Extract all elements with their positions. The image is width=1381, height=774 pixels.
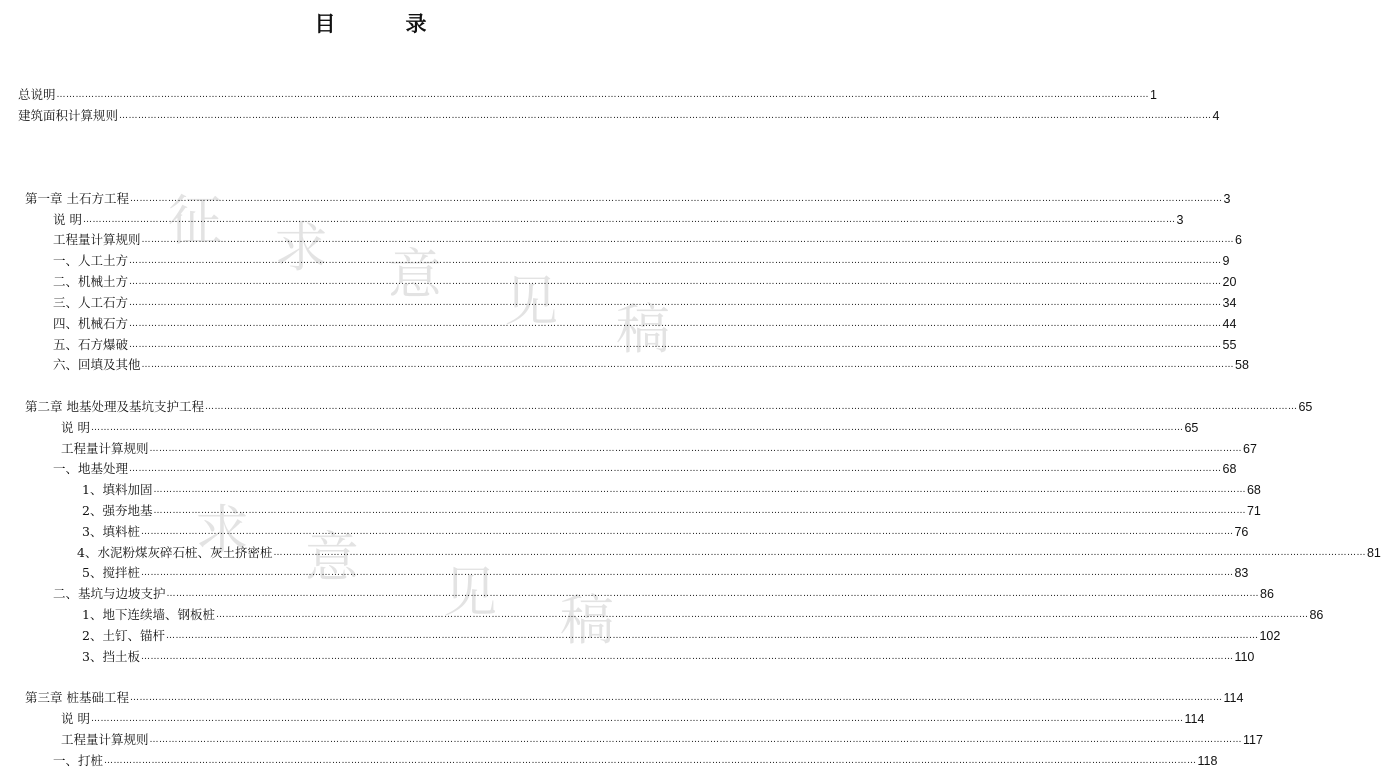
toc-leader: …………………………………………………………………………………………………………………………………………………………………………………………………………………………………………………………………………………………………………………	[90, 714, 1184, 724]
toc-leader: …………………………………………………………………………………………………………………………………………………………………………………………………………………………………………………………………………………………………………………	[140, 527, 1234, 537]
toc-page: 81	[1366, 546, 1381, 560]
toc-entry[interactable]	[82, 606, 1324, 624]
toc-leader: …………………………………………………………………………………………………………………………………………………………………………………………………………………………………………………………………………………………………………………	[129, 256, 1222, 266]
toc-page: 68	[1222, 462, 1237, 476]
toc-page: 114	[1184, 712, 1205, 726]
toc-page: 65	[1184, 421, 1199, 435]
toc-entry[interactable]	[53, 752, 1218, 770]
toc-entry[interactable]	[77, 544, 1381, 562]
toc-page: 118	[1197, 754, 1218, 768]
toc-entry[interactable]	[25, 190, 1231, 208]
toc-entry[interactable]	[53, 336, 1237, 354]
toc-entry[interactable]	[53, 294, 1237, 312]
toc-label: 5、搅拌桩	[82, 565, 140, 580]
toc-page: 86	[1260, 587, 1274, 601]
toc-page: 9	[1222, 254, 1230, 268]
toc-entry[interactable]	[82, 648, 1255, 666]
toc-leader: …………………………………………………………………………………………………………………………………………………………………………………………………………………………………………………………………………………………………………………	[129, 693, 1223, 703]
toc-label: 2、强夯地基	[82, 503, 153, 518]
toc-page: 117	[1243, 733, 1263, 747]
watermark-char: 意	[388, 243, 442, 306]
toc-entry[interactable]	[53, 585, 1274, 603]
toc-entry[interactable]	[61, 419, 1199, 437]
toc-page: 58	[1235, 358, 1249, 372]
toc-entry[interactable]	[82, 523, 1249, 541]
toc-label: 三、人工石方	[53, 295, 129, 310]
toc-label: 说 明	[61, 420, 90, 435]
toc-page: 83	[1234, 566, 1249, 580]
toc-label: 建筑面积计算规则	[18, 108, 119, 123]
toc-label: 二、基坑与边坡支护	[53, 586, 166, 601]
toc-page: 67	[1243, 442, 1257, 456]
toc-entry[interactable]	[53, 315, 1237, 333]
toc-page: 102	[1259, 629, 1281, 643]
toc-leader: …………………………………………………………………………………………………………………………………………………………………………………………………………………………………………………………………………………………………………………	[149, 444, 1243, 454]
toc-page: 44	[1222, 317, 1237, 331]
toc-leader: …………………………………………………………………………………………………………………………………………………………………………………………………………………………………………………………………………………………………………………	[141, 235, 1235, 245]
title-char-1: 目	[314, 12, 336, 36]
toc-leader: …………………………………………………………………………………………………………………………………………………………………………………………………………………………………………………………………………………………………………………	[129, 319, 1222, 329]
toc-label: 1、地下连续墙、钢板桩	[82, 607, 215, 622]
toc-page: 86	[1309, 608, 1324, 622]
toc-entry[interactable]	[53, 211, 1184, 229]
toc-leader: …………………………………………………………………………………………………………………………………………………………………………………………………………………………………………………………………………………………………………………	[153, 485, 1246, 495]
toc-label: 1、填料加固	[82, 482, 153, 497]
toc-entry[interactable]	[82, 481, 1261, 499]
toc-page: 4	[1212, 109, 1220, 123]
toc-label: 五、石方爆破	[53, 337, 129, 352]
toc-entry[interactable]	[53, 273, 1237, 291]
toc-label: 4、水泥粉煤灰碎石桩、灰土挤密桩	[77, 545, 273, 560]
toc-entry[interactable]	[53, 356, 1249, 374]
toc-label: 工程量计算规则	[53, 232, 141, 247]
toc-page: 1	[1150, 88, 1157, 102]
toc-entry[interactable]	[82, 627, 1281, 645]
toc-label: 六、回填及其他	[53, 357, 141, 372]
toc-entry[interactable]	[18, 107, 1220, 125]
toc-page: 55	[1222, 338, 1237, 352]
toc-leader: …………………………………………………………………………………………………………………………………………………………………………………………………………………………………………………………………………………………………………………	[140, 652, 1234, 662]
toc-label: 3、填料桩	[82, 524, 140, 539]
toc-leader: …………………………………………………………………………………………………………………………………………………………………………………………………………………………………………………………………………………………………………………	[141, 360, 1235, 370]
toc-page: 6	[1235, 233, 1242, 247]
toc-leader: …………………………………………………………………………………………………………………………………………………………………………………………………………………………………………………………………………………………………………………	[140, 568, 1234, 578]
toc-entry[interactable]	[61, 731, 1263, 749]
toc-leader: …………………………………………………………………………………………………………………………………………………………………………………………………………………………………………………………………………………………………………………	[129, 464, 1222, 474]
toc-label: 四、机械石方	[53, 316, 129, 331]
toc-label: 说 明	[61, 711, 90, 726]
toc-leader: …………………………………………………………………………………………………………………………………………………………………………………………………………………………………………………………………………………………………………………	[129, 277, 1222, 287]
toc-leader: …………………………………………………………………………………………………………………………………………………………………………………………………………………………………………………………………………………………………………………	[119, 111, 1212, 121]
toc-label: 说 明	[53, 212, 82, 227]
toc-leader: …………………………………………………………………………………………………………………………………………………………………………………………………………………………………………………………………………………………………………………	[215, 610, 1309, 620]
toc-leader: …………………………………………………………………………………………………………………………………………………………………………………………………………………………………………………………………………………………………………………	[90, 423, 1184, 433]
toc-page: 76	[1234, 525, 1249, 539]
watermark-char: 稿	[616, 298, 670, 361]
toc-label: 二、机械土方	[53, 274, 129, 289]
toc-label: 工程量计算规则	[61, 441, 149, 456]
watermark-char: 见	[504, 270, 558, 333]
toc-leader: …………………………………………………………………………………………………………………………………………………………………………………………………………………………………………………………………………………………………………………	[153, 506, 1246, 516]
toc-label: 一、人工土方	[53, 253, 129, 268]
toc-page: 34	[1222, 296, 1237, 310]
toc-entry[interactable]	[25, 398, 1313, 416]
toc-leader: …………………………………………………………………………………………………………………………………………………………………………………………………………………………………………………………………………………………………………………	[129, 194, 1223, 204]
toc-leader: …………………………………………………………………………………………………………………………………………………………………………………………………………………………………………………………………………………………………………………	[166, 589, 1260, 599]
toc-entry[interactable]	[53, 231, 1242, 249]
title-char-2: 录	[405, 12, 427, 36]
toc-label: 第三章 桩基础工程	[25, 690, 129, 705]
toc-leader: …………………………………………………………………………………………………………………………………………………………………………………………………………………………………………………………………………………………………………………	[273, 548, 1366, 558]
toc-page: 71	[1246, 504, 1261, 518]
toc-leader: …………………………………………………………………………………………………………………………………………………………………………………………………………………………………………………………………………………………………………………	[129, 298, 1222, 308]
toc-label: 2、土钉、锚杆	[82, 628, 165, 643]
toc-page: 20	[1222, 275, 1237, 289]
toc-leader: …………………………………………………………………………………………………………………………………………………………………………………………………………………………………………………………………………………………………………………	[104, 756, 1197, 766]
toc-leader: …………………………………………………………………………………………………………………………………………………………………………………………………………………………………………………………………………………………………………………	[82, 215, 1176, 225]
toc-leader: …………………………………………………………………………………………………………………………………………………………………………………………………………………………………………………………………………………………………………………	[149, 735, 1243, 745]
toc-entry[interactable]	[25, 689, 1244, 707]
toc-leader: …………………………………………………………………………………………………………………………………………………………………………………………………………………………………………………………………………………………………………………	[56, 90, 1150, 100]
toc-label: 第一章 土石方工程	[25, 191, 129, 206]
toc-page: 65	[1298, 400, 1313, 414]
toc-label: 3、挡土板	[82, 649, 140, 664]
watermark-char: 求	[195, 499, 249, 562]
watermark-char: 求	[274, 216, 328, 279]
toc-page: 110	[1234, 650, 1255, 664]
toc-leader: …………………………………………………………………………………………………………………………………………………………………………………………………………………………………………………………………………………………………………………	[165, 631, 1259, 641]
toc-page: 68	[1246, 483, 1261, 497]
toc-entry[interactable]	[61, 710, 1205, 728]
toc-entry[interactable]	[82, 502, 1261, 520]
toc-entry[interactable]	[82, 564, 1249, 582]
page-title	[0, 8, 741, 38]
toc-page: 3	[1176, 213, 1184, 227]
toc-entry[interactable]	[18, 86, 1157, 104]
toc-entry[interactable]	[53, 460, 1237, 478]
watermark-char: 意	[305, 526, 359, 589]
watermark-char: 征	[168, 189, 222, 252]
toc-entry[interactable]	[53, 252, 1230, 270]
toc-leader: …………………………………………………………………………………………………………………………………………………………………………………………………………………………………………………………………………………………………………………	[129, 340, 1222, 350]
toc-label: 总说明	[18, 87, 56, 102]
toc-label: 一、打桩	[53, 753, 104, 768]
watermark-char: 稿	[560, 589, 614, 652]
toc-leader: …………………………………………………………………………………………………………………………………………………………………………………………………………………………………………………………………………………………………………………	[204, 402, 1298, 412]
toc-page: 3	[1223, 192, 1231, 206]
toc-label: 一、地基处理	[53, 461, 129, 476]
watermark-char: 见	[443, 561, 497, 624]
toc-label: 工程量计算规则	[61, 732, 149, 747]
toc-label: 第二章 地基处理及基坑支护工程	[25, 399, 204, 414]
toc-entry[interactable]	[61, 440, 1257, 458]
toc-page: 114	[1223, 691, 1244, 705]
